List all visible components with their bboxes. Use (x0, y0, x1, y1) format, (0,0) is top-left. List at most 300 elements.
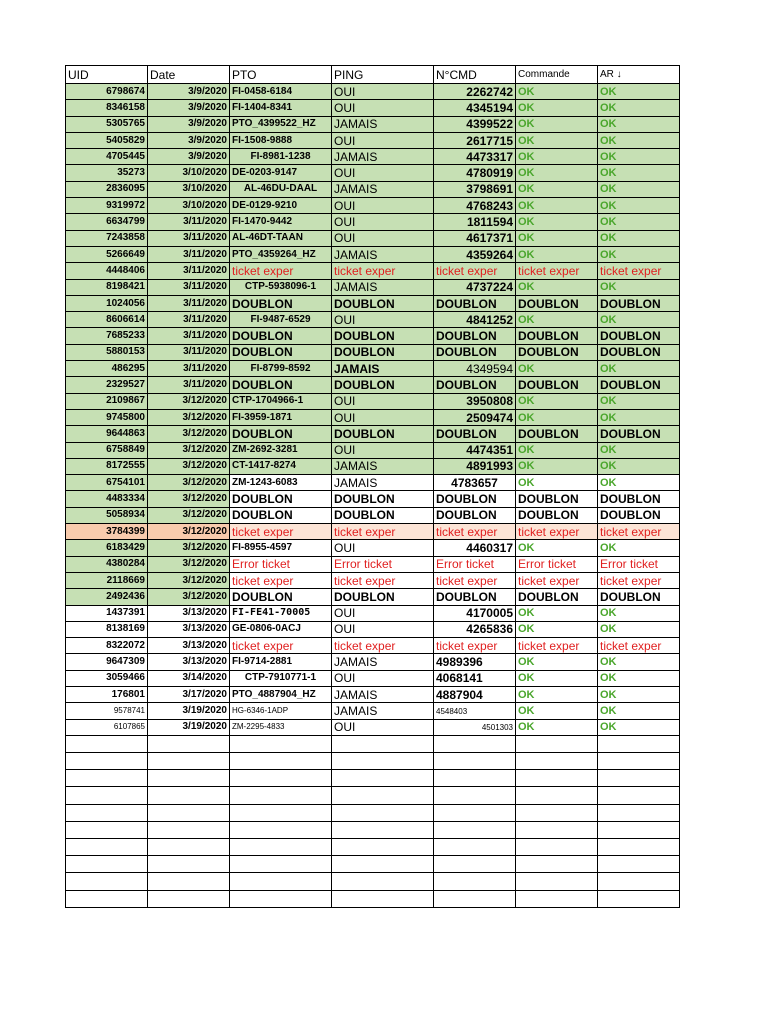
empty-cell[interactable] (516, 735, 598, 752)
commande-cell[interactable]: OK (516, 458, 598, 474)
header-commande[interactable]: Commande (516, 66, 598, 84)
uid-cell[interactable]: 4380284 (66, 556, 148, 572)
ncmd-cell[interactable]: DOUBLON (434, 589, 516, 605)
uid-cell[interactable]: 5305765 (66, 116, 148, 132)
ncmd-cell[interactable]: 4989396 (434, 654, 516, 670)
ncmd-cell[interactable]: 4170005 (434, 605, 516, 621)
ar-cell[interactable]: OK (598, 475, 680, 491)
pto-cell[interactable]: PTO_4359264_HZ (230, 246, 332, 262)
ping-cell[interactable]: OUI (332, 605, 434, 621)
empty-cell[interactable] (598, 804, 680, 821)
ncmd-cell[interactable]: 1811594 (434, 214, 516, 230)
ar-cell[interactable]: OK (598, 686, 680, 702)
ar-cell[interactable]: DOUBLON (598, 426, 680, 442)
date-cell[interactable]: 3/10/2020 (148, 181, 230, 197)
empty-cell[interactable] (148, 770, 230, 787)
ping-cell[interactable]: OUI (332, 312, 434, 328)
ar-cell[interactable]: OK (598, 246, 680, 262)
commande-cell[interactable]: DOUBLON (516, 328, 598, 344)
ping-cell[interactable]: JAMAIS (332, 246, 434, 262)
date-cell[interactable]: 3/19/2020 (148, 719, 230, 735)
ncmd-cell[interactable]: DOUBLON (434, 491, 516, 507)
empty-cell[interactable] (230, 821, 332, 838)
pto-cell[interactable]: DOUBLON (230, 426, 332, 442)
commande-cell[interactable]: OK (516, 703, 598, 719)
empty-cell[interactable] (598, 770, 680, 787)
ping-cell[interactable]: DOUBLON (332, 589, 434, 605)
commande-cell[interactable]: DOUBLON (516, 426, 598, 442)
empty-cell[interactable] (598, 873, 680, 890)
uid-cell[interactable]: 8198421 (66, 279, 148, 295)
ping-cell[interactable]: DOUBLON (332, 328, 434, 344)
empty-cell[interactable] (230, 804, 332, 821)
commande-cell[interactable]: OK (516, 279, 598, 295)
ncmd-cell[interactable]: DOUBLON (434, 507, 516, 523)
date-cell[interactable]: 3/12/2020 (148, 556, 230, 572)
uid-cell[interactable]: 2109867 (66, 393, 148, 409)
empty-cell[interactable] (516, 804, 598, 821)
ping-cell[interactable]: JAMAIS (332, 654, 434, 670)
date-cell[interactable]: 3/9/2020 (148, 149, 230, 165)
uid-cell[interactable]: 2836095 (66, 181, 148, 197)
ar-cell[interactable]: OK (598, 149, 680, 165)
ar-cell[interactable]: DOUBLON (598, 328, 680, 344)
pto-cell[interactable]: FI-1404-8341 (230, 100, 332, 116)
ncmd-cell[interactable]: 4783657 (434, 475, 516, 491)
empty-cell[interactable] (332, 787, 434, 804)
ping-cell[interactable]: JAMAIS (332, 361, 434, 377)
ncmd-cell[interactable]: 4891993 (434, 458, 516, 474)
uid-cell[interactable]: 5405829 (66, 132, 148, 148)
pto-cell[interactable]: AL-46DU-DAAL (230, 181, 332, 197)
date-cell[interactable]: 3/11/2020 (148, 279, 230, 295)
ping-cell[interactable]: DOUBLON (332, 377, 434, 393)
empty-cell[interactable] (66, 804, 148, 821)
empty-cell[interactable] (434, 839, 516, 856)
commande-cell[interactable]: OK (516, 198, 598, 214)
date-cell[interactable]: 3/11/2020 (148, 295, 230, 311)
ar-cell[interactable]: DOUBLON (598, 507, 680, 523)
empty-cell[interactable] (516, 787, 598, 804)
ncmd-cell[interactable]: DOUBLON (434, 426, 516, 442)
empty-cell[interactable] (66, 873, 148, 890)
empty-cell[interactable] (332, 735, 434, 752)
date-cell[interactable]: 3/12/2020 (148, 426, 230, 442)
uid-cell[interactable]: 2492436 (66, 589, 148, 605)
commande-cell[interactable]: OK (516, 719, 598, 735)
empty-cell[interactable] (434, 787, 516, 804)
pto-cell[interactable]: HG-6346-1ADP (230, 703, 332, 719)
empty-cell[interactable] (66, 735, 148, 752)
empty-cell[interactable] (332, 804, 434, 821)
uid-cell[interactable]: 8172555 (66, 458, 148, 474)
pto-cell[interactable]: FI-FE41-70005 (230, 605, 332, 621)
empty-cell[interactable] (230, 753, 332, 770)
pto-cell[interactable]: ZM-1243-6083 (230, 475, 332, 491)
ping-cell[interactable]: OUI (332, 84, 434, 100)
date-cell[interactable]: 3/11/2020 (148, 344, 230, 360)
ping-cell[interactable]: JAMAIS (332, 686, 434, 702)
ping-cell[interactable]: OUI (332, 230, 434, 246)
ncmd-cell[interactable]: 4474351 (434, 442, 516, 458)
ncmd-cell[interactable]: 4068141 (434, 670, 516, 686)
uid-cell[interactable]: 176801 (66, 686, 148, 702)
ping-cell[interactable]: ticket exper (332, 263, 434, 279)
uid-cell[interactable]: 2118669 (66, 572, 148, 588)
uid-cell[interactable]: 5058934 (66, 507, 148, 523)
pto-cell[interactable]: DOUBLON (230, 589, 332, 605)
empty-cell[interactable] (434, 856, 516, 873)
header-ncmd[interactable]: N°CMD (434, 66, 516, 84)
uid-cell[interactable]: 6758849 (66, 442, 148, 458)
pto-cell[interactable]: DOUBLON (230, 328, 332, 344)
uid-cell[interactable]: 9578741 (66, 703, 148, 719)
empty-cell[interactable] (516, 856, 598, 873)
ncmd-cell[interactable]: 4349594 (434, 361, 516, 377)
ping-cell[interactable]: OUI (332, 540, 434, 556)
uid-cell[interactable]: 6183429 (66, 540, 148, 556)
empty-cell[interactable] (434, 770, 516, 787)
ar-cell[interactable]: OK (598, 670, 680, 686)
commande-cell[interactable]: Error ticket (516, 556, 598, 572)
header-ar-filter[interactable]: AR ↓ (598, 66, 680, 84)
ncmd-cell[interactable]: 4345194 (434, 100, 516, 116)
date-cell[interactable]: 3/12/2020 (148, 524, 230, 540)
date-cell[interactable]: 3/12/2020 (148, 572, 230, 588)
ping-cell[interactable]: JAMAIS (332, 703, 434, 719)
empty-cell[interactable] (230, 873, 332, 890)
empty-cell[interactable] (434, 821, 516, 838)
date-cell[interactable]: 3/11/2020 (148, 377, 230, 393)
ping-cell[interactable]: OUI (332, 442, 434, 458)
uid-cell[interactable]: 1437391 (66, 605, 148, 621)
empty-cell[interactable] (598, 890, 680, 907)
date-cell[interactable]: 3/9/2020 (148, 116, 230, 132)
empty-cell[interactable] (230, 735, 332, 752)
ar-cell[interactable]: OK (598, 214, 680, 230)
date-cell[interactable]: 3/12/2020 (148, 409, 230, 425)
commande-cell[interactable]: OK (516, 312, 598, 328)
pto-cell[interactable]: ticket exper (230, 524, 332, 540)
empty-cell[interactable] (598, 753, 680, 770)
uid-cell[interactable]: 8138169 (66, 621, 148, 637)
uid-cell[interactable]: 9644863 (66, 426, 148, 442)
empty-cell[interactable] (148, 821, 230, 838)
empty-cell[interactable] (598, 787, 680, 804)
commande-cell[interactable]: DOUBLON (516, 344, 598, 360)
commande-cell[interactable]: OK (516, 686, 598, 702)
uid-cell[interactable]: 6754101 (66, 475, 148, 491)
ping-cell[interactable]: ticket exper (332, 572, 434, 588)
date-cell[interactable]: 3/12/2020 (148, 442, 230, 458)
ping-cell[interactable]: DOUBLON (332, 507, 434, 523)
commande-cell[interactable]: ticket exper (516, 524, 598, 540)
ping-cell[interactable]: JAMAIS (332, 475, 434, 491)
ncmd-cell[interactable]: 4359264 (434, 246, 516, 262)
ncmd-cell[interactable]: 4841252 (434, 312, 516, 328)
pto-cell[interactable]: PTO_4399522_HZ (230, 116, 332, 132)
ar-cell[interactable]: ticket exper (598, 572, 680, 588)
commande-cell[interactable]: OK (516, 100, 598, 116)
date-cell[interactable]: 3/12/2020 (148, 491, 230, 507)
commande-cell[interactable]: DOUBLON (516, 377, 598, 393)
empty-cell[interactable] (230, 839, 332, 856)
ncmd-cell[interactable]: 4473317 (434, 149, 516, 165)
commande-cell[interactable]: OK (516, 149, 598, 165)
empty-cell[interactable] (332, 873, 434, 890)
pto-cell[interactable]: DOUBLON (230, 377, 332, 393)
ar-cell[interactable]: ticket exper (598, 263, 680, 279)
ncmd-cell[interactable]: 4887904 (434, 686, 516, 702)
date-cell[interactable]: 3/13/2020 (148, 654, 230, 670)
pto-cell[interactable]: FI-8955-4597 (230, 540, 332, 556)
uid-cell[interactable]: 4705445 (66, 149, 148, 165)
empty-cell[interactable] (516, 890, 598, 907)
pto-cell[interactable]: FI-9487-6529 (230, 312, 332, 328)
ar-cell[interactable]: OK (598, 361, 680, 377)
pto-cell[interactable]: DE-0129-9210 (230, 198, 332, 214)
pto-cell[interactable]: AL-46DT-TAAN (230, 230, 332, 246)
ncmd-cell[interactable]: 2509474 (434, 409, 516, 425)
header-uid[interactable]: UID (66, 66, 148, 84)
empty-cell[interactable] (332, 890, 434, 907)
ncmd-cell[interactable]: ticket exper (434, 524, 516, 540)
header-date[interactable]: Date (148, 66, 230, 84)
ar-cell[interactable]: DOUBLON (598, 295, 680, 311)
ar-cell[interactable]: OK (598, 198, 680, 214)
ping-cell[interactable]: OUI (332, 670, 434, 686)
uid-cell[interactable]: 6634799 (66, 214, 148, 230)
ping-cell[interactable]: OUI (332, 100, 434, 116)
ar-cell[interactable]: OK (598, 605, 680, 621)
empty-cell[interactable] (148, 839, 230, 856)
commande-cell[interactable]: DOUBLON (516, 507, 598, 523)
ping-cell[interactable]: OUI (332, 198, 434, 214)
uid-cell[interactable]: 9647309 (66, 654, 148, 670)
pto-cell[interactable]: DOUBLON (230, 507, 332, 523)
ncmd-cell[interactable]: 4780919 (434, 165, 516, 181)
ncmd-cell[interactable]: Error ticket (434, 556, 516, 572)
empty-cell[interactable] (148, 856, 230, 873)
commande-cell[interactable]: OK (516, 132, 598, 148)
ping-cell[interactable]: OUI (332, 165, 434, 181)
ncmd-cell[interactable]: 4501303 (434, 719, 516, 735)
uid-cell[interactable]: 486295 (66, 361, 148, 377)
commande-cell[interactable]: OK (516, 84, 598, 100)
pto-cell[interactable]: DOUBLON (230, 295, 332, 311)
ping-cell[interactable]: ticket exper (332, 638, 434, 654)
empty-cell[interactable] (66, 839, 148, 856)
empty-cell[interactable] (598, 839, 680, 856)
uid-cell[interactable]: 6107865 (66, 719, 148, 735)
ncmd-cell[interactable]: 4768243 (434, 198, 516, 214)
uid-cell[interactable]: 3784399 (66, 524, 148, 540)
commande-cell[interactable]: ticket exper (516, 263, 598, 279)
ping-cell[interactable]: ticket exper (332, 524, 434, 540)
date-cell[interactable]: 3/12/2020 (148, 540, 230, 556)
ping-cell[interactable]: DOUBLON (332, 344, 434, 360)
commande-cell[interactable]: OK (516, 654, 598, 670)
ar-cell[interactable]: OK (598, 84, 680, 100)
empty-cell[interactable] (148, 735, 230, 752)
empty-cell[interactable] (66, 821, 148, 838)
header-ping[interactable]: PING (332, 66, 434, 84)
ar-cell[interactable]: OK (598, 442, 680, 458)
ar-cell[interactable]: ticket exper (598, 524, 680, 540)
ping-cell[interactable]: OUI (332, 214, 434, 230)
ar-cell[interactable]: OK (598, 312, 680, 328)
empty-cell[interactable] (148, 753, 230, 770)
uid-cell[interactable]: 4448406 (66, 263, 148, 279)
empty-cell[interactable] (66, 856, 148, 873)
date-cell[interactable]: 3/12/2020 (148, 589, 230, 605)
ncmd-cell[interactable]: 2262742 (434, 84, 516, 100)
empty-cell[interactable] (332, 821, 434, 838)
ncmd-cell[interactable]: ticket exper (434, 572, 516, 588)
ncmd-cell[interactable]: ticket exper (434, 263, 516, 279)
empty-cell[interactable] (434, 804, 516, 821)
empty-cell[interactable] (516, 770, 598, 787)
pto-cell[interactable]: FI-1508-9888 (230, 132, 332, 148)
pto-cell[interactable]: DE-0203-9147 (230, 165, 332, 181)
ar-cell[interactable]: DOUBLON (598, 377, 680, 393)
ar-cell[interactable]: OK (598, 230, 680, 246)
empty-cell[interactable] (598, 856, 680, 873)
commande-cell[interactable]: ticket exper (516, 572, 598, 588)
date-cell[interactable]: 3/11/2020 (148, 361, 230, 377)
date-cell[interactable]: 3/13/2020 (148, 621, 230, 637)
commande-cell[interactable]: DOUBLON (516, 295, 598, 311)
date-cell[interactable]: 3/11/2020 (148, 328, 230, 344)
date-cell[interactable]: 3/12/2020 (148, 393, 230, 409)
empty-cell[interactable] (516, 839, 598, 856)
commande-cell[interactable]: OK (516, 116, 598, 132)
empty-cell[interactable] (332, 770, 434, 787)
ncmd-cell[interactable]: 4265836 (434, 621, 516, 637)
ping-cell[interactable]: OUI (332, 621, 434, 637)
ar-cell[interactable]: ticket exper (598, 638, 680, 654)
commande-cell[interactable]: DOUBLON (516, 589, 598, 605)
header-pto[interactable]: PTO (230, 66, 332, 84)
date-cell[interactable]: 3/10/2020 (148, 198, 230, 214)
pto-cell[interactable]: DOUBLON (230, 344, 332, 360)
uid-cell[interactable]: 9745800 (66, 409, 148, 425)
ncmd-cell[interactable]: 4617371 (434, 230, 516, 246)
date-cell[interactable]: 3/9/2020 (148, 132, 230, 148)
empty-cell[interactable] (516, 753, 598, 770)
commande-cell[interactable]: OK (516, 409, 598, 425)
commande-cell[interactable]: OK (516, 605, 598, 621)
empty-cell[interactable] (148, 890, 230, 907)
pto-cell[interactable]: PTO_4887904_HZ (230, 686, 332, 702)
ping-cell[interactable]: OUI (332, 393, 434, 409)
ncmd-cell[interactable]: 4399522 (434, 116, 516, 132)
empty-cell[interactable] (332, 856, 434, 873)
ncmd-cell[interactable]: ticket exper (434, 638, 516, 654)
uid-cell[interactable]: 7685233 (66, 328, 148, 344)
commande-cell[interactable]: OK (516, 540, 598, 556)
empty-cell[interactable] (66, 770, 148, 787)
empty-cell[interactable] (230, 890, 332, 907)
commande-cell[interactable]: OK (516, 670, 598, 686)
empty-cell[interactable] (434, 890, 516, 907)
pto-cell[interactable]: FI-0458-6184 (230, 84, 332, 100)
empty-cell[interactable] (148, 873, 230, 890)
uid-cell[interactable]: 1024056 (66, 295, 148, 311)
ar-cell[interactable]: OK (598, 409, 680, 425)
commande-cell[interactable]: ticket exper (516, 638, 598, 654)
ping-cell[interactable]: JAMAIS (332, 279, 434, 295)
date-cell[interactable]: 3/10/2020 (148, 165, 230, 181)
pto-cell[interactable]: FI-8981-1238 (230, 149, 332, 165)
uid-cell[interactable]: 9319972 (66, 198, 148, 214)
pto-cell[interactable]: ticket exper (230, 572, 332, 588)
ar-cell[interactable]: OK (598, 279, 680, 295)
empty-cell[interactable] (516, 821, 598, 838)
date-cell[interactable]: 3/17/2020 (148, 686, 230, 702)
empty-cell[interactable] (434, 753, 516, 770)
ping-cell[interactable]: OUI (332, 409, 434, 425)
ar-cell[interactable]: OK (598, 654, 680, 670)
ncmd-cell[interactable]: 2617715 (434, 132, 516, 148)
ping-cell[interactable]: JAMAIS (332, 181, 434, 197)
uid-cell[interactable]: 5266649 (66, 246, 148, 262)
pto-cell[interactable]: ticket exper (230, 263, 332, 279)
commande-cell[interactable]: OK (516, 361, 598, 377)
empty-cell[interactable] (434, 735, 516, 752)
date-cell[interactable]: 3/9/2020 (148, 84, 230, 100)
ncmd-cell[interactable]: DOUBLON (434, 377, 516, 393)
date-cell[interactable]: 3/19/2020 (148, 703, 230, 719)
ar-cell[interactable]: Error ticket (598, 556, 680, 572)
date-cell[interactable]: 3/12/2020 (148, 507, 230, 523)
date-cell[interactable]: 3/12/2020 (148, 458, 230, 474)
ncmd-cell[interactable]: DOUBLON (434, 295, 516, 311)
pto-cell[interactable]: FI-9714-2881 (230, 654, 332, 670)
ar-cell[interactable]: OK (598, 132, 680, 148)
pto-cell[interactable]: FI-1470-9442 (230, 214, 332, 230)
ar-cell[interactable]: OK (598, 116, 680, 132)
date-cell[interactable]: 3/13/2020 (148, 605, 230, 621)
uid-cell[interactable]: 35273 (66, 165, 148, 181)
commande-cell[interactable]: OK (516, 230, 598, 246)
pto-cell[interactable]: CTP-5938096-1 (230, 279, 332, 295)
empty-cell[interactable] (332, 753, 434, 770)
ncmd-cell[interactable]: 4737224 (434, 279, 516, 295)
empty-cell[interactable] (434, 873, 516, 890)
empty-cell[interactable] (66, 787, 148, 804)
date-cell[interactable]: 3/14/2020 (148, 670, 230, 686)
ping-cell[interactable]: JAMAIS (332, 116, 434, 132)
commande-cell[interactable]: OK (516, 621, 598, 637)
ncmd-cell[interactable]: 4460317 (434, 540, 516, 556)
pto-cell[interactable]: GE-0806-0ACJ (230, 621, 332, 637)
ar-cell[interactable]: OK (598, 458, 680, 474)
commande-cell[interactable]: OK (516, 442, 598, 458)
ar-cell[interactable]: OK (598, 703, 680, 719)
empty-cell[interactable] (332, 839, 434, 856)
ping-cell[interactable]: DOUBLON (332, 295, 434, 311)
commande-cell[interactable]: OK (516, 181, 598, 197)
date-cell[interactable]: 3/9/2020 (148, 100, 230, 116)
empty-cell[interactable] (66, 890, 148, 907)
ncmd-cell[interactable]: 3950808 (434, 393, 516, 409)
commande-cell[interactable]: DOUBLON (516, 491, 598, 507)
ping-cell[interactable]: DOUBLON (332, 491, 434, 507)
empty-cell[interactable] (598, 821, 680, 838)
ping-cell[interactable]: OUI (332, 719, 434, 735)
pto-cell[interactable]: DOUBLON (230, 491, 332, 507)
